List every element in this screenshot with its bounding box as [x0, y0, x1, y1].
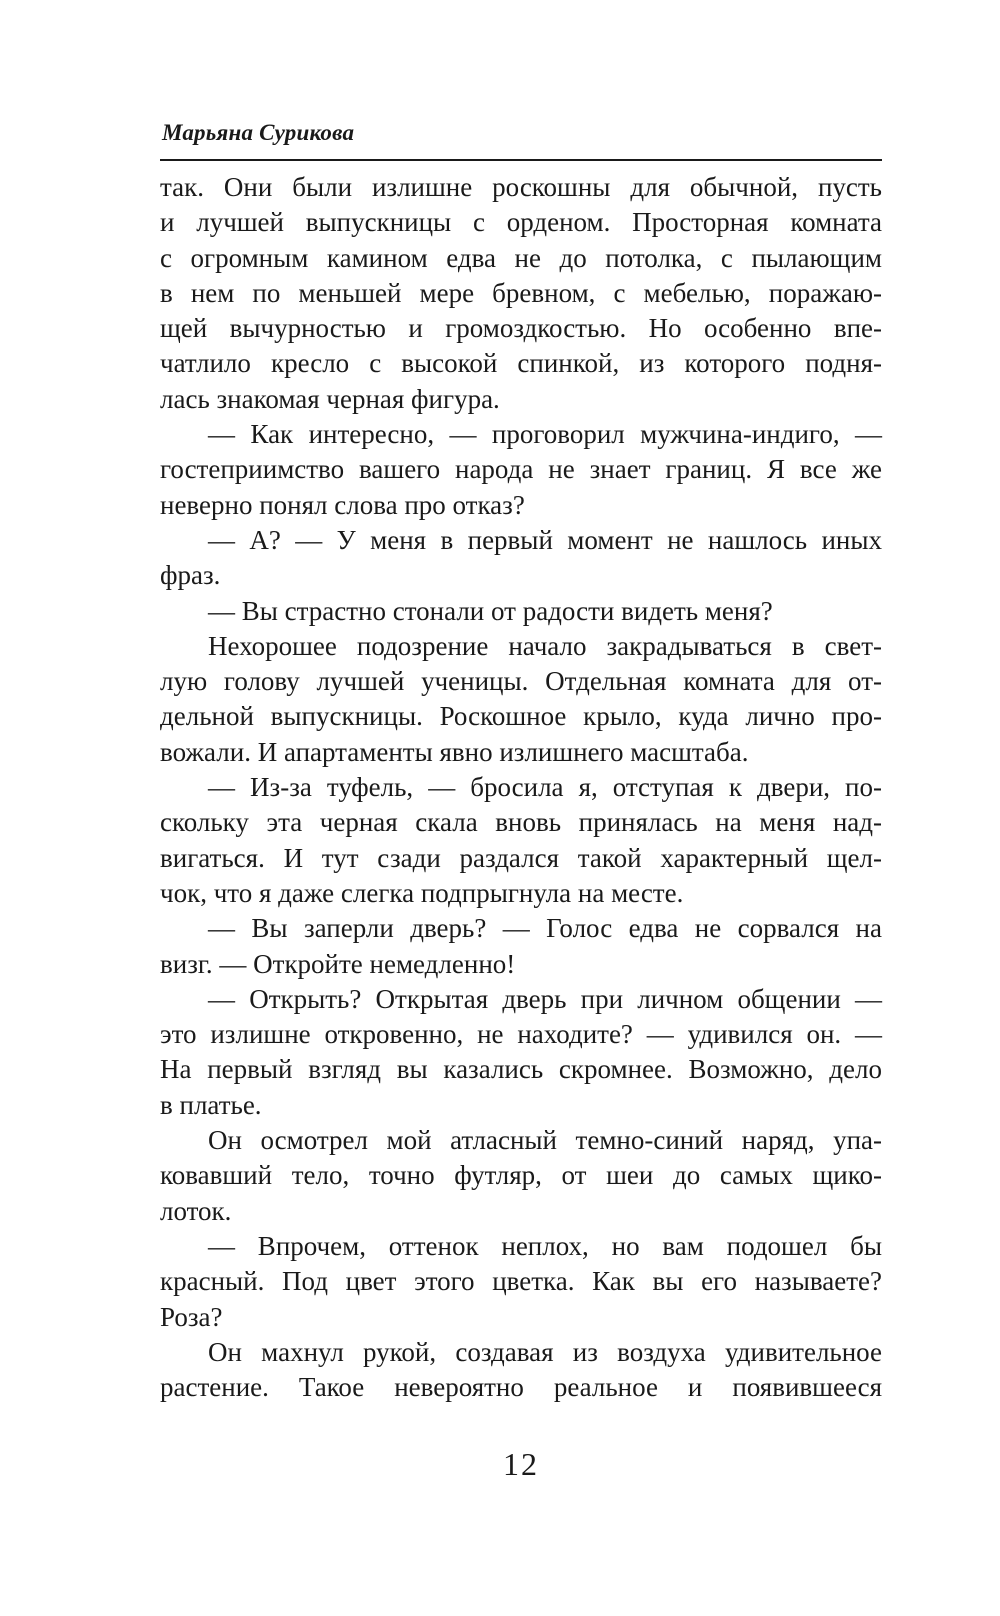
text-line: фраз. — [160, 560, 221, 591]
text-line: чок, что я даже слегка подпрыгнула на месте. — [160, 877, 684, 908]
text-line: Роза? — [160, 1301, 223, 1332]
text-line: гостеприимство вашего народа не знает границ. Я все же — [160, 454, 882, 485]
text-line: Он махнул рукой, создавая из воздуха удивительное — [208, 1336, 882, 1367]
text-line: — Из-за туфель, — бросила я, отступая к двери, по- — [208, 772, 882, 803]
text-line: так. Они были излишне роскошны для обычной, пусть — [160, 172, 882, 202]
text-line: щей вычурностью и громоздкостью. Но особенно впе- — [160, 313, 882, 344]
text-line: с огромным камином едва не до потолка, с пылающим — [160, 242, 882, 273]
text-line: лую голову лучшей ученицы. Отдельная комната для от- — [160, 666, 882, 697]
text-line: в нем по меньшей мере бревном, с мебелью, поражаю- — [160, 277, 882, 308]
running-head-author: Марьяна Сурикова — [162, 120, 355, 145]
text-line: в платье. — [160, 1089, 262, 1120]
text-line: — Впрочем, оттенок неплох, но вам подошел бы — [208, 1230, 882, 1261]
text-line: ковавший тело, точно футляр, от шеи до самых щико- — [160, 1160, 882, 1191]
text-line: визг. — Откройте немедленно! — [160, 948, 516, 979]
text-line: растение. Такое невероятно реальное и появившееся — [160, 1372, 882, 1403]
text-line: и лучшей выпускницы с орденом. Просторная комната — [160, 207, 882, 238]
text-line: неверно понял слова про отказ? — [160, 489, 525, 520]
page-body — [160, 170, 882, 1405]
text-line: чатлило кресло с высокой спинкой, из которого подня- — [160, 348, 882, 379]
header-rule — [160, 159, 882, 161]
text-line: вигаться. И тут сзади раздался такой характерный щел- — [160, 842, 882, 873]
text-line: — Как интересно, — проговорил мужчина-индиго, — — [208, 419, 882, 450]
text-line: лась знакомая черная фигура. — [160, 383, 500, 414]
text-line: это излишне откровенно, не находите? — удивился он. — — [160, 1019, 882, 1050]
text-line: красный. Под цвет этого цветка. Как вы его называете? — [160, 1266, 882, 1297]
text-line: — Открыть? Открытая дверь при личном общении — — [208, 983, 882, 1014]
text-line: вожали. И апартаменты явно излишнего масштаба. — [160, 736, 749, 767]
text-line: лоток. — [160, 1195, 232, 1226]
text-line: — А? — У меня в первый момент не нашлось иных — [208, 524, 882, 555]
text-line: Он осмотрел мой атласный темно-синий наряд, упа- — [208, 1125, 882, 1156]
text-line: — Вы страстно стонали от радости видеть меня? — [208, 595, 773, 626]
text-line: Нехорошее подозрение начало закрадываться в свет- — [208, 630, 882, 661]
text-line: дельной выпускницы. Роскошное крыло, куда лично про- — [160, 701, 882, 732]
page-number: 12 — [503, 1446, 539, 1482]
text-line: — Вы заперли дверь? — Голос едва не сорвался на — [208, 913, 882, 944]
text-line: скольку эта черная скала вновь принялась на меня над- — [160, 807, 882, 838]
text-line: На первый взгляд вы казались скромнее. Возможно, дело — [160, 1054, 882, 1085]
